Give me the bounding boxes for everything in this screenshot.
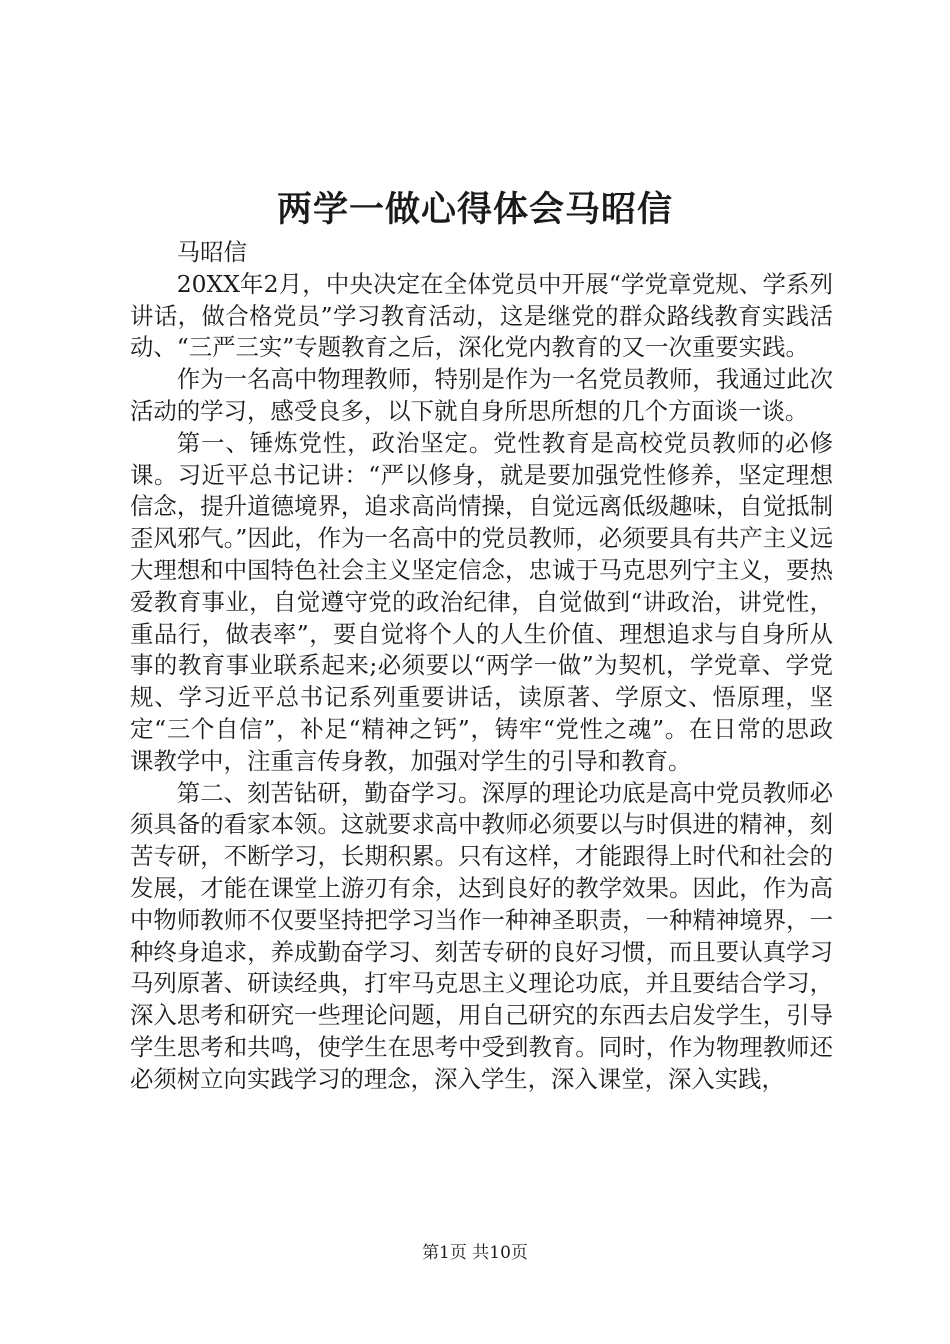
document-body (130, 237, 833, 1096)
paragraph-self: 作为一名高中物理教师，特别是作为一名党员教师，我通过此次活动的学习，感受良多，以下就自身所思所想的几个方面谈一谈。 (130, 365, 833, 425)
author-line: 马昭信 (176, 238, 247, 266)
paragraph-second-point: 第二、刻苦钻研，勤奋学习。深厚的理论功底是高中党员教师必须具备的看家本领。这就要求高中教师必须要以与时俱进的精神，刻苦专研，不断学习，长期积累。只有这样，才能跟得上时代和社会的发展，才能在课堂上游刃有余，达到良好的教学效果。因此，作为高中物师教师不仅要坚持把学习当作一种神圣职责，一种精神境界，一种终身追求，养成勤奋学习、刻苦专研的良好习惯，而且要认真学习马列原著、研读经典，打牢马克思主义理论功底，并且要结合学习，深入思考和研究一些理论问题，用自己研究的东西去启发学生，引导学生思考和共鸣，使学生在思考中受到教育。同时，作为物理教师还必须树立向实践学习的理念，深入学生，深入课堂，深入实践， (130, 778, 833, 1093)
paragraph-intro: 20XX年2月，中央决定在全体党员中开展“学党章党规、学系列讲话，做合格党员”学习教育活动，这是继党的群众路线教育实践活动、“三严三实”专题教育之后，深化党内教育的又一次重要实践。 (130, 269, 833, 362)
document-title: 两学一做心得体会马昭信 (276, 189, 673, 230)
paragraph-first-point: 第一、锤炼党性，政治坚定。党性教育是高校党员教师的必修课。习近平总书记讲：“严以修身，就是要加强党性修养，坚定理想信念，提升道德境界，追求高尚情操，自觉远离低级趣味，自觉抵制歪风邪气。”因此，作为一名高中的党员教师，必须要具有共产主义远大理想和中国特色社会主义坚定信念，忠诚于马克思列宁主义，要热爱教育事业，自觉遵守党的政治纪律，自觉做到“讲政治，讲党性，重品行，做表率”，要自觉将个人的人生价值、理想追求与自身所从事的教育事业联系起来;必须要以“两学一做”为契机，学党章、学党规、学习近平总书记系列重要讲话，读原著、学原文、悟原理，坚定“三个自信”，补足“精神之钙”，铸牢“党性之魂”。在日常的思政课教学中，注重言传身教，加强对学生的引导和教育。 (130, 428, 833, 775)
page-number-footer: 第1页 共10页 (422, 1243, 528, 1263)
